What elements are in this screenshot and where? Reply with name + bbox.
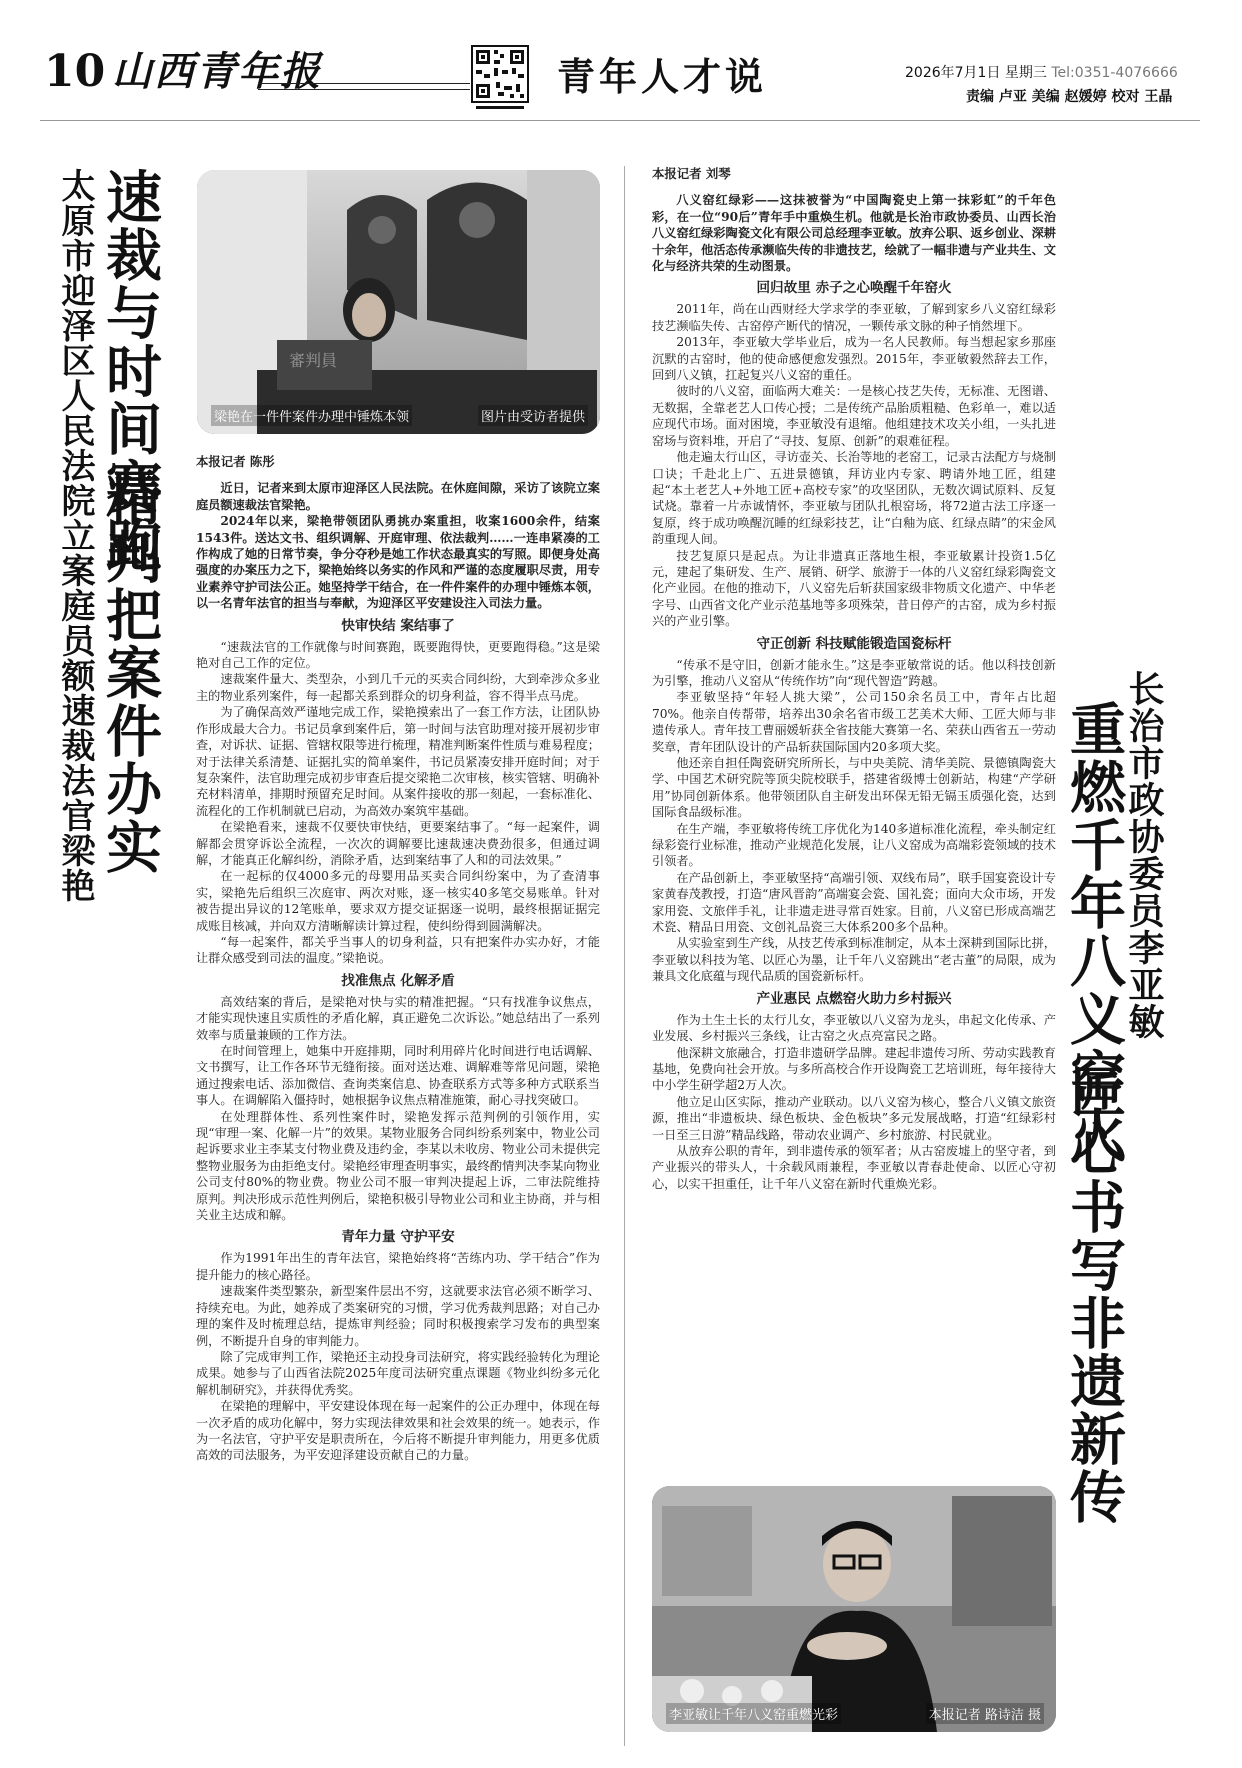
body-paragraph: 除了完成审判工作，梁艳还主动投身司法研究，将实践经验转化为理论成果。她参与了山西省法院2025年度司法研究重点课题《物业纠纷多元化解机制研究》，并获得优秀奖。 [196, 1349, 600, 1397]
courtroom-photo-image [197, 170, 600, 434]
section-heading: 守正创新 科技赋能锻造国瓷标杆 [756, 635, 952, 652]
column-title: 青年人才说 [557, 54, 768, 99]
right-article-sections [652, 279, 1056, 1192]
body-paragraph: 为了确保高效严谨地完成工作，梁艳摸索出了一套工作方法，让团队协作形成最大合力。书记员拿到案件后，第一时间与法官助理对接开展初步审查，对诉状、证据、管辖权限等进行梳理，精准判断案件性质与难易程度；对于法律关系清楚、证据扎实的简单案件，书记员紧凑安排开庭时间；对于复杂案件，法官助理完成初步审查后提交梁艳二次审核，核实管辖、明确补充材料清单，排期时预留充足时间。从案件接收的那一刻起，一套标准化、流程化的工作机制就已启动，为高效办案筑牢基础。 [196, 705, 600, 818]
body-paragraph: 高效结案的背后，是梁艳对快与实的精准把握。“只有找准争议焦点，才能实现快速且实质性的矛盾化解，真正避免二次诉讼。”她总结出了一系列效率与质量兼顾的工作方法。 [196, 994, 600, 1042]
left-article-headline-part2: 精判把案件办实 [97, 470, 163, 876]
left-article-body [196, 454, 600, 1754]
courtroom-photo [197, 170, 600, 434]
photo-caption-text: 梁艳在一件件案件办理中锤炼本领 [211, 405, 412, 426]
header-rule [258, 89, 470, 90]
photo-caption-text: 李亚敏让千年八义窑重燃光彩 [666, 1703, 841, 1724]
section-heading: 快审快结 案结事了 [341, 617, 455, 634]
svg-text:審判員: 審判員 [289, 351, 338, 370]
photo-caption [666, 1703, 1044, 1724]
header-divider [40, 120, 1200, 121]
photo-credit-text: 本报记者 路诗洁 摄 [926, 1703, 1044, 1724]
body-paragraph: 他走遍太行山区，寻访壶关、长治等地的老窑工，记录古法配方与烧制口诀；千赴北上广、五进景德镇，拜访业内专家、聘请外地工匠，组建起“本土老艺人+外地工匠+高校专家”的攻坚团队，无数次调试原料、反复试烧。靠着一片赤诚情怀，李亚敏与团队扎根窑场，将72道古法工序逐一复原，终于成功唤醒沉睡的红绿彩技艺，让“白釉为底、红绿点睛”的宋金风韵重现人间。 [652, 450, 1056, 547]
right-article-intro [652, 192, 1056, 274]
intro-paragraph: 2024年以来，梁艳带领团队勇挑办案重担，收案1600余件，结案1543件。送达文书、组织调解、开庭审理、依法裁判……一连串紧凑的工作构成了她的日常节奏，争分夺秒是她工作状态最真实的写照。即便身处高强度的办案压力之下，梁艳始终以务实的作风和严谨的态度履职尽责，用专业素养守护司法公正。她坚持学干结合，在一件件案件的办理中锤炼本领，以一名青年法官的担当与奉献，为迎泽区平安建设注入司法力量。 [196, 514, 600, 611]
masthead-logo: 山西青年报 [112, 48, 322, 95]
body-paragraph: 技艺复原只是起点。为让非遗真正落地生根，李亚敏累计投资1.5亿元，建起了集研发、生产、展销、研学、旅游于一体的八义窑红绿彩陶瓷文化产业园。在他的推动下，八义窑先后斩获国家级非物质文化遗产、中华老字号、山西省文化产业示范基地等多项殊荣，昔日停产的古窑，成为乡村振兴的产业引擎。 [652, 548, 1056, 629]
column-divider [624, 166, 625, 1746]
body-paragraph: 2011年，尚在山西财经大学求学的李亚敏，了解到家乡八义窑红绿彩技艺濒临失传、古窑停产断代的情况，一颗传承文脉的种子悄然埋下。 [652, 302, 1056, 333]
left-article-byline: 本报记者 陈彤 [196, 454, 275, 469]
body-paragraph: 在生产端，李亚敏将传统工序优化为140多道标准化流程，牵头制定红绿彩瓷行业标准，推动产业规范化发展，让八义窑成为高端彩瓷领域的技术引领者。 [652, 821, 1056, 869]
section-heading: 青年力量 守护平安 [341, 1229, 455, 1246]
body-paragraph: 从放弃公职的青年，到非遗传承的领军者；从古窑废墟上的坚守者，到产业振兴的带头人，十余载风雨兼程，李亚敏以青春赴使命、以匠心守初心，以实干担重任，让千年八义窑在新时代重焕光彩。 [652, 1143, 1056, 1191]
left-article-sections [196, 617, 600, 1464]
body-paragraph: 速裁案件量大、类型杂，小到几千元的买卖合同纠纷，大到牵涉众多业主的物业系列案件，每一起都关系到群众的切身利益，容不得半点马虎。 [196, 672, 600, 703]
photo-caption [211, 405, 588, 426]
body-paragraph: 在产品创新上，李亚敏坚持“高端引领、双线布局”，联手国宴瓷设计专家黄春茂教授，打造“唐风晋韵”高端宴会瓷、国礼瓷；面向大众市场，开发家用瓷、文旅伴手礼，让非遗走进寻常百姓家。目前，八义窑已形成高端艺术瓷、精品日用瓷、文创礼品瓷三大体系200多个品种。 [652, 870, 1056, 935]
body-paragraph: “传承不是守旧，创新才能永生。”这是李亚敏常说的话。他以科技创新为引擎，推动八义窑从“传统作坊”向“现代智造”跨越。 [652, 657, 1056, 688]
body-paragraph: 作为1991年出生的青年法官，梁艳始终将“苦练内功、学干结合”作为提升能力的核心路径。 [196, 1251, 600, 1282]
body-paragraph: 李亚敏坚持“年轻人挑大梁”，公司150余名员工中，青年占比超70%。他亲自传帮带，培养出30余名省市级工艺美术大师、工匠大师与非遗传承人。青年技工曹丽媛斩获全省技能大赛第一名、荣获山西省五一劳动奖章，青年团队设计的产品斩获国际国内20多项大奖。 [652, 690, 1056, 754]
qr-code-icon[interactable] [470, 44, 530, 118]
portrait-photo [652, 1486, 1056, 1732]
body-paragraph: 速裁案件类型繁杂，新型案件层出不穷，这就要求法官必须不断学习、持续充电。为此，她养成了类案研究的习惯，学习优秀裁判思路；对自己办理的案件及时梳理总结，提炼审判经验；同时积极搜索学习发布的典型案例，不断提升自身的审判能力。 [196, 1284, 600, 1348]
right-article-headline-part1: 重燃千年八义窑火 [1061, 700, 1127, 1164]
body-paragraph: 在时间管理上，她集中开庭排期，同时利用碎片化时间进行电话调解、文书撰写，让工作各环节无缝衔接。面对送达难、调解难等常见问题，梁艳通过搜索电话、添加微信、查询类案信息、协查联系方式等多种方式联系当事人。在调解陷入僵持时，她根据争议焦点精准施策，耐心寻找突破口。 [196, 1044, 600, 1108]
section-heading: 找准焦点 化解矛盾 [341, 972, 455, 989]
body-paragraph: 他深耕文旅融合，打造非遗研学品牌。建起非遗传习所、劳动实践教育基地，免费向社会开放。与多所高校合作开设陶瓷工艺培训班，每年接待大中小学生研学超2万人次。 [652, 1045, 1056, 1093]
issue-date: 2026年7月1日 星期三 [905, 65, 1047, 81]
intro-paragraph: 近日，记者来到太原市迎泽区人民法院。在休庭间隙，采访了该院立案庭员额速裁法官梁艳。 [196, 481, 600, 512]
left-article-intro [196, 480, 600, 611]
body-paragraph: 在一起标的仅4000多元的母婴用品买卖合同纠纷案中，为了查清事实，梁艳先后组织三次庭审、两次对账，逐一核实40多笔交易账单。针对被告提出异议的12笔账单，要求双方提交证据逐一说明，最终根据证据完成账目核减，并向双方清晰解读计算过程，使纠纷得到圆满解决。 [196, 869, 600, 933]
right-article-headline-part2: 匠心书写非遗新传 [1061, 1062, 1127, 1526]
intro-paragraph: 八义窑红绿彩——这抹被誉为“中国陶瓷史上第一抹彩虹”的千年色彩，在一位“90后”青年手中重焕生机。他就是长治市政协委员、山西长治八义窑红绿彩陶瓷文化有限公司总经理李亚敏。放弃公职、返乡创业、深耕十余年，他活态传承濒临失传的非遗技艺，绘就了一幅非遗与产业共生、文化与经济共荣的生动图景。 [652, 193, 1056, 274]
header-rule [258, 83, 470, 84]
body-paragraph: 在梁艳看来，速裁不仅要快审快结，更要案结事了。“每一起案件，调解都会贯穿诉讼全流程，一次次的调解要比速裁速决费劲很多，但通过调解，才能真正化解纠纷，消除矛盾，达到案结事了人和的司法效果。” [196, 820, 600, 867]
body-paragraph: 彼时的八义窑，面临两大难关：一是核心技艺失传，无标准、无图谱、无数据，全靠老艺人口传心授；二是传统产品胎质粗糙、色彩单一，难以适应现代市场。面对困境，李亚敏没有退缩。他组建技术攻关小组，一头扎进窑场与资料堆，开启了“寻技、复原、创新”的艰难征程。 [652, 384, 1056, 448]
body-paragraph: “速裁法官的工作就像与时间赛跑，既要跑得快，更要跑得稳。”这是梁艳对自己工作的定位。 [196, 639, 600, 671]
portrait-photo-image [652, 1486, 1056, 1732]
body-paragraph: 2013年，李亚敏大学毕业后，成为一名人民教师。每当想起家乡那座沉默的古窑时，他的使命感便愈发强烈。2015年，李亚敏毅然辞去工作，回到八义镇，扛起复兴八义窑的重任。 [652, 335, 1056, 383]
left-article-subtitle: 太原市迎泽区人民法院立案庭员额速裁法官梁艳 [55, 168, 95, 903]
left-article-headline-part1: 速裁与时间赛跑 [97, 168, 163, 574]
right-article-body [652, 166, 1056, 1482]
editors-credit: 责编 卢亚 美编 赵媛婷 校对 王晶 [966, 89, 1173, 105]
body-paragraph: 他立足山区实际，推动产业联动。以八义窑为核心，整合八义镇文旅资源，推出“非遗板块、绿色板块、金色板块”多元发展战略，打造“红绿彩村一日至三日游”精品线路，带动农业调产、乡村旅游、村民就业。 [652, 1094, 1056, 1142]
page-number: 10 [44, 46, 106, 97]
body-paragraph: 作为土生土长的太行儿女，李亚敏以八义窑为龙头，串起文化传承、产业发展、乡村振兴三条线，让古窑之火点亮富民之路。 [652, 1012, 1056, 1044]
body-paragraph: 他还亲自担任陶瓷研究所所长，与中央美院、清华美院、景德镇陶瓷大学、中国艺术研究院等顶尖院校联手，搭建省级博士创新站，构建“产学研用”协同创新体系。他带领团队自主研发出环保无铅无镉玉质强化瓷，达到国际食品级标准。 [652, 756, 1056, 820]
contact-tel: Tel:0351-4076666 [1051, 65, 1178, 81]
body-paragraph: 在处理群体性、系列性案件时，梁艳发挥示范判例的引领作用，实现“审理一案、化解一片”的效果。某物业服务合同纠纷系列案中，物业公司起诉要求业主李某支付物业费及违约金，李某以未收房、物业公司未提供完整物业服务为由拒绝支付。梁艳经审理查明事实，最终酌情判决李某向物业公司支付80%的物业费。物业公司不服一审判决提起上诉，二审法院维持原判。判决形成示范性判例后，梁艳积极引导物业公司和业主协商，并与相关业主达成和解。 [196, 1109, 600, 1223]
section-heading: 产业惠民 点燃窑火助力乡村振兴 [756, 990, 952, 1007]
right-article-byline: 本报记者 刘琴 [652, 166, 731, 181]
date-tel-line [905, 62, 1178, 82]
section-heading: 回归故里 赤子之心唤醒千年窑火 [756, 280, 952, 297]
body-paragraph: 从实验室到生产线，从技艺传承到标准制定，从本土深耕到国际比拼，李亚敏以科技为笔、以匠心为墨，让千年八义窑跳出“老古董”的局限，成为兼具文化底蕴与现代品质的国瓷新标杆。 [652, 936, 1056, 984]
body-paragraph: “每一起案件，都关乎当事人的切身利益，只有把案件办实办好，才能让群众感受到司法的温度。”梁艳说。 [196, 934, 600, 966]
photo-credit-text: 图片由受访者提供 [478, 405, 588, 426]
right-article-subtitle: 长治市政协委员李亚敏 [1123, 670, 1165, 1040]
body-paragraph: 在梁艳的理解中，平安建设体现在每一起案件的公正办理中，体现在每一次矛盾的成功化解中，努力实现法律效果和社会效果的统一。她表示，作为一名法官，守护平安是职责所在，今后将不断提升审判能力，用更多优质高效的司法服务，为平安迎泽建设贡献自己的力量。 [196, 1399, 600, 1463]
